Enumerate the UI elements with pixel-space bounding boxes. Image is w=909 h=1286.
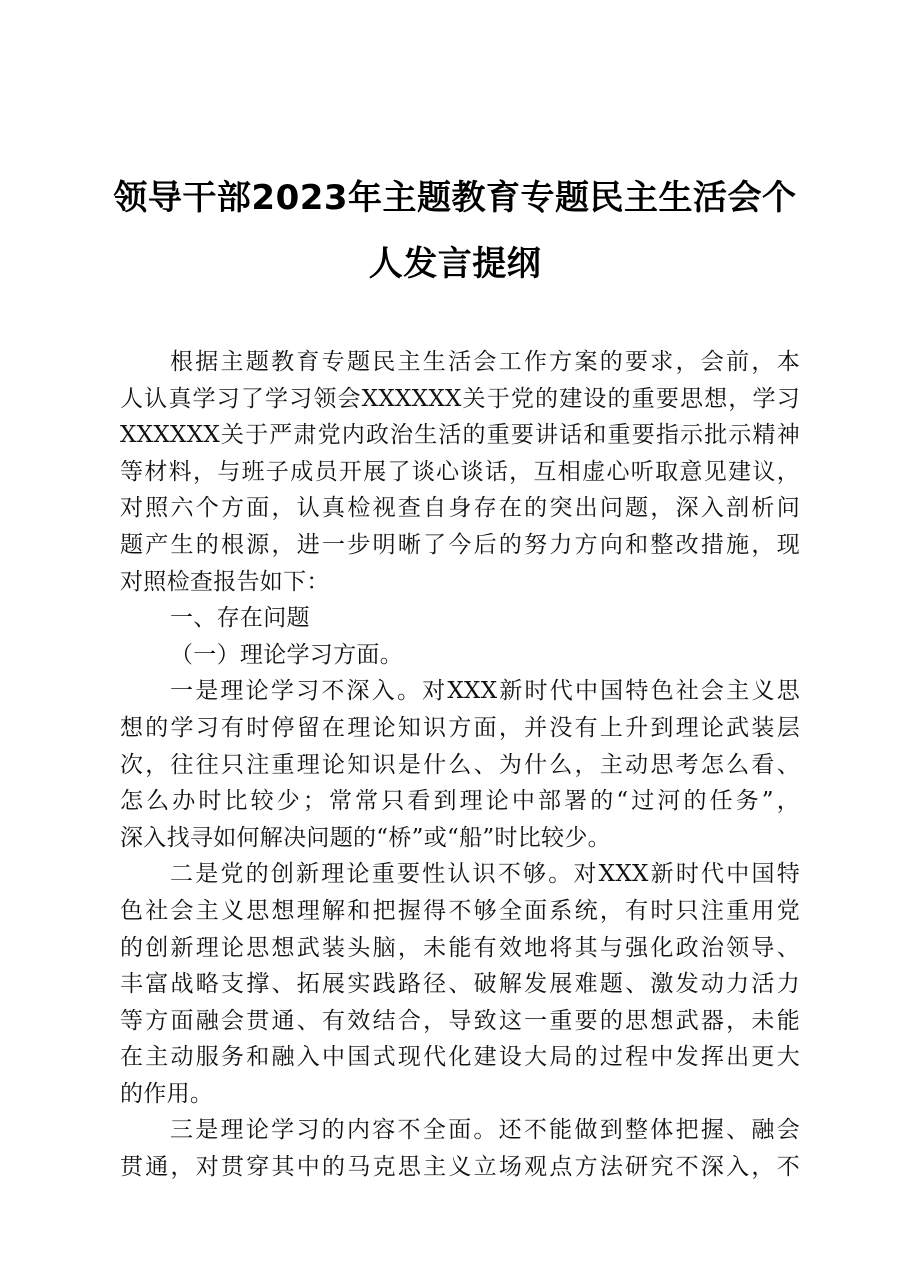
body-line: 对照检查报告如下： bbox=[120, 568, 330, 595]
body-line: 等材料，与班子成员开展了谈心谈话，互相虚心听取意见建议， bbox=[120, 458, 800, 485]
body-line: 二是党的创新理论重要性认识不够。对XXX新时代中国特 bbox=[170, 861, 800, 888]
body-line: XXXXXX关于严肃党内政治生活的重要讲话和重要指示批示精神 bbox=[120, 422, 800, 449]
body-line: 次，往往只注重理论知识是什么、为什么，主动思考怎么看、 bbox=[120, 751, 800, 778]
body-line: 的创新理论思想武装头脑，未能有效地将其与强化政治领导、 bbox=[120, 934, 800, 961]
document-title-line-1: 领导干部2023年主题教育专题民主生活会个 bbox=[113, 178, 797, 218]
body-line: 的作用。 bbox=[120, 1080, 214, 1107]
body-line: 三是理论学习的内容不全面。还不能做到整体把握、融会 bbox=[170, 1117, 800, 1144]
body-line: 人认真学习了学习领会XXXXXX关于党的建设的重要思想，学习 bbox=[120, 385, 800, 412]
section-heading: 一、存在问题 bbox=[170, 605, 310, 632]
body-line: 一是理论学习不深入。对XXX新时代中国特色社会主义思 bbox=[170, 678, 800, 705]
body-line: 怎么办时比较少；常常只看到理论中部署的“过河的任务”， bbox=[120, 788, 800, 815]
document-body bbox=[120, 344, 800, 1186]
document-title-line-2: 人发言提纲 bbox=[368, 244, 542, 284]
body-line: 色社会主义思想理解和把握得不够全面系统，有时只注重用党 bbox=[120, 897, 800, 924]
body-line: 丰富战略支撑、拓展实践路径、破解发展难题、激发动力活力 bbox=[120, 971, 800, 998]
body-line: 等方面融会贯通、有效结合，导致这一重要的思想武器，未能 bbox=[120, 1007, 800, 1034]
body-line: 深入找寻如何解决问题的“桥”或“船”时比较少。 bbox=[120, 824, 611, 851]
body-line: 在主动服务和融入中国式现代化建设大局的过程中发挥出更大 bbox=[120, 1044, 800, 1071]
subsection-heading: （一）理论学习方面。 bbox=[170, 641, 403, 668]
body-line: 题产生的根源，进一步明晰了今后的努力方向和整改措施，现 bbox=[120, 531, 800, 558]
body-line: 贯通，对贯穿其中的马克思主义立场观点方法研究不深入，不 bbox=[120, 1154, 800, 1181]
body-line: 根据主题教育专题民主生活会工作方案的要求，会前，本 bbox=[170, 349, 800, 375]
body-line: 想的学习有时停留在理论知识方面，并没有上升到理论武装层 bbox=[120, 714, 800, 741]
body-line: 对照六个方面，认真检视查自身存在的突出问题，深入剖析问 bbox=[120, 495, 800, 522]
